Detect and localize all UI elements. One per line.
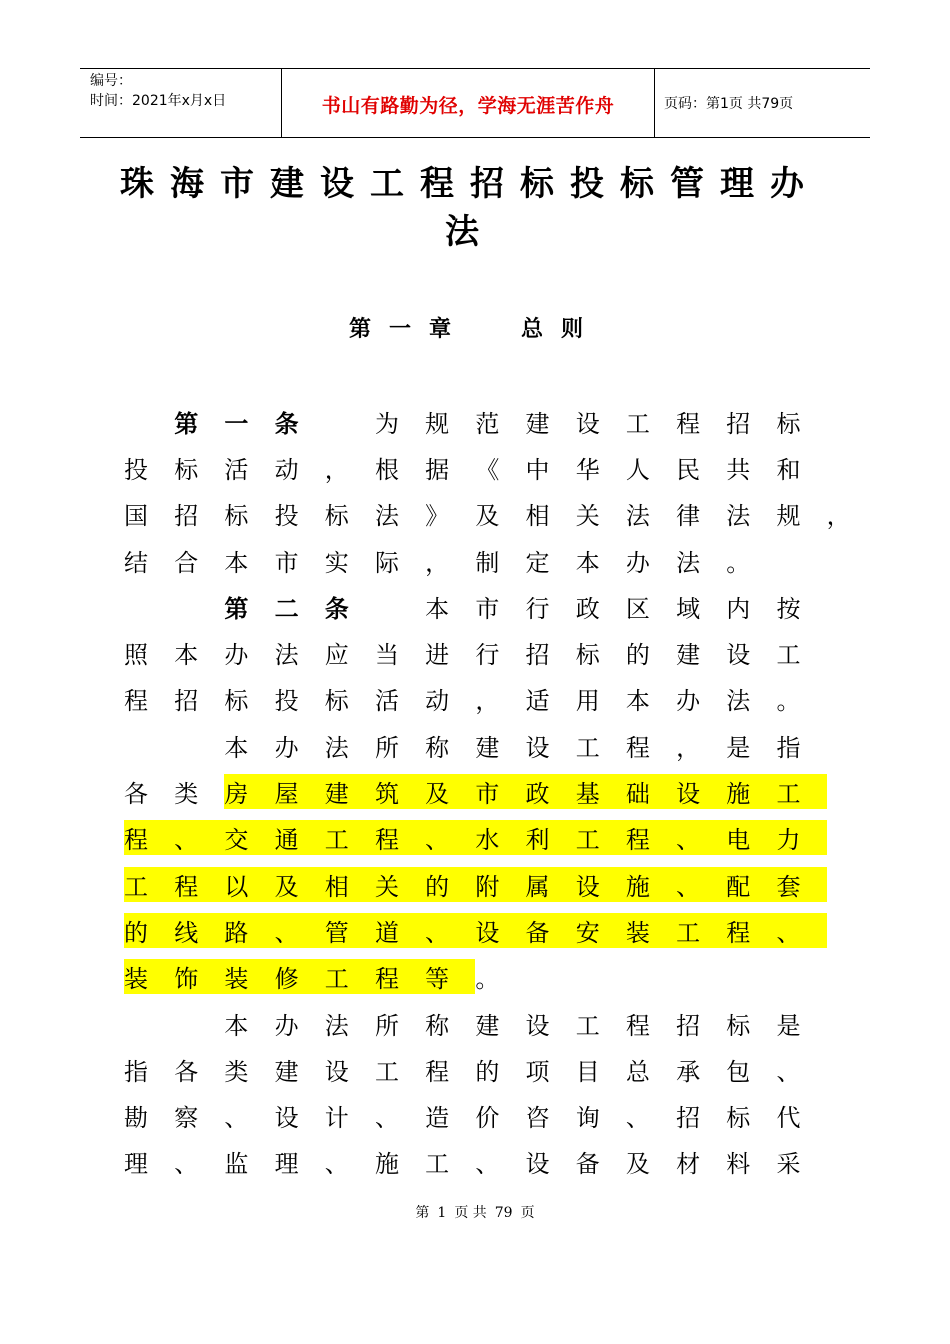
footer-total: 79	[494, 1205, 513, 1221]
char: 实	[324, 548, 349, 577]
char: 饰	[174, 959, 224, 994]
char: 所	[374, 1011, 399, 1040]
footer-prefix: 第	[415, 1205, 430, 1221]
text-line	[124, 491, 851, 537]
char: 本	[224, 733, 249, 762]
char: 咨	[525, 1104, 550, 1133]
char: 附	[475, 867, 525, 902]
text-line	[124, 676, 844, 722]
char: 设	[525, 1011, 550, 1040]
char: 政	[575, 594, 600, 623]
char: 的	[124, 913, 174, 948]
char: 。	[475, 965, 500, 994]
char: 相	[325, 867, 375, 902]
char: 、	[374, 1104, 399, 1133]
char: 通	[275, 820, 325, 855]
char: 程	[375, 959, 425, 994]
char: 法	[726, 502, 751, 531]
char: 标	[174, 455, 199, 484]
char: 的	[625, 641, 650, 670]
text-line	[124, 1092, 844, 1138]
char: 据	[425, 455, 450, 484]
char: 标	[224, 502, 249, 531]
char: 投	[274, 502, 299, 531]
header-meta	[90, 71, 226, 111]
char: 及	[425, 774, 475, 809]
char: 设	[575, 409, 600, 438]
text-line	[124, 722, 844, 768]
char: 、	[625, 1104, 650, 1133]
char: 结	[124, 548, 148, 577]
char: 代	[776, 1104, 801, 1133]
char: 工	[425, 1150, 450, 1179]
char: 法	[274, 641, 299, 670]
char: 力	[776, 820, 826, 855]
footer-page: 1	[437, 1205, 447, 1221]
char: 工	[575, 1011, 600, 1040]
char: 标	[726, 1011, 751, 1040]
char: 招	[174, 687, 199, 716]
chapter-heading	[0, 312, 950, 343]
char: 民	[676, 455, 701, 484]
char: 规	[776, 502, 801, 531]
char: 称	[425, 733, 450, 762]
char: 招	[676, 1011, 701, 1040]
text-line	[124, 629, 844, 675]
char: 线	[174, 913, 224, 948]
char: 基	[576, 774, 626, 809]
char: 筑	[375, 774, 425, 809]
char: 条	[274, 408, 299, 438]
char: 础	[626, 774, 676, 809]
char: 工	[325, 959, 375, 994]
char: 办	[224, 641, 249, 670]
char: 、	[676, 820, 726, 855]
char: 设	[525, 733, 550, 762]
char: 工	[575, 733, 600, 762]
char: 应	[324, 641, 349, 670]
char: 程	[124, 820, 174, 855]
char: 建	[475, 733, 500, 762]
char: 管	[325, 913, 375, 948]
char: 设	[726, 641, 751, 670]
char: 询	[575, 1104, 600, 1133]
text-line	[124, 1046, 844, 1092]
char: 本	[575, 548, 600, 577]
char: 工	[576, 820, 626, 855]
char: 建	[525, 409, 550, 438]
char: 、	[174, 820, 224, 855]
chapter-number: 第一章	[348, 316, 469, 342]
char: 包	[726, 1057, 751, 1086]
char: 标	[575, 641, 600, 670]
header-table	[80, 68, 870, 138]
char: 及	[475, 502, 500, 531]
title-line-1: 珠海市建设工程招标投标管理办	[120, 164, 820, 204]
char: 工	[776, 641, 801, 670]
char: 设	[324, 1057, 349, 1086]
char: 政	[526, 774, 576, 809]
char: 安	[576, 913, 626, 948]
char: 。	[726, 548, 751, 577]
char: 活	[374, 687, 399, 716]
char: 屋	[275, 774, 325, 809]
char: 、	[776, 913, 826, 948]
char: 建	[325, 774, 375, 809]
char: 适	[525, 687, 550, 716]
char: 项	[525, 1057, 550, 1086]
char: 修	[275, 959, 325, 994]
char: 标	[224, 687, 249, 716]
char: 根	[374, 455, 399, 484]
text-line	[124, 444, 844, 490]
char: 华	[575, 455, 600, 484]
char: 等	[425, 959, 475, 994]
char: 投	[274, 687, 299, 716]
char: 市	[475, 774, 525, 809]
header-divider	[654, 69, 655, 137]
footer-suffix: 页	[520, 1205, 535, 1221]
char: 目	[575, 1057, 600, 1086]
char: 一	[224, 408, 249, 438]
char: 路	[224, 913, 274, 948]
text-line	[124, 861, 844, 907]
char: 料	[726, 1150, 751, 1179]
char: 动	[425, 687, 450, 716]
char: 共	[726, 455, 751, 484]
char: 第	[224, 593, 249, 623]
char: ，	[475, 687, 500, 716]
char: 指	[124, 1057, 148, 1086]
char: 市	[274, 548, 299, 577]
char: 规	[425, 409, 450, 438]
char: 标	[324, 502, 349, 531]
char: 内	[726, 594, 751, 623]
char: 采	[776, 1150, 801, 1179]
char: 计	[324, 1104, 349, 1133]
char: 本	[224, 1011, 249, 1040]
text-line	[124, 954, 844, 1000]
char: 用	[575, 687, 600, 716]
char: ，	[425, 548, 450, 577]
char: 设	[676, 774, 726, 809]
char: 房	[224, 774, 274, 809]
char: 装	[224, 959, 274, 994]
char: 法	[324, 733, 349, 762]
char: 国	[124, 502, 148, 531]
text-line	[124, 398, 844, 444]
char: 进	[425, 641, 450, 670]
char: 电	[726, 820, 776, 855]
char: 招	[525, 641, 550, 670]
char: 装	[124, 959, 174, 994]
char: 定	[525, 548, 550, 577]
char: 程	[124, 687, 148, 716]
char: 程	[626, 820, 676, 855]
char: 设	[525, 1150, 550, 1179]
char: 装	[626, 913, 676, 948]
char: 本	[425, 594, 450, 623]
char: 域	[676, 594, 701, 623]
char: 工	[325, 820, 375, 855]
char: 类	[174, 780, 199, 809]
chapter-name: 总则	[521, 316, 602, 342]
char: 、	[475, 1150, 500, 1179]
char: 、	[174, 1150, 199, 1179]
text-line	[124, 815, 844, 861]
char: 程	[625, 733, 650, 762]
time-label: 时间：2021年x月x日	[90, 93, 227, 109]
page-label: 页码：第1页 共79页	[664, 96, 794, 112]
char: 各	[174, 1057, 199, 1086]
char: 理	[124, 1150, 148, 1179]
char: 制	[475, 548, 500, 577]
char: 律	[676, 502, 701, 531]
char: 工	[676, 913, 726, 948]
char: 行	[475, 641, 500, 670]
char: 的	[475, 1057, 500, 1086]
char: 和	[776, 455, 801, 484]
char: 标	[726, 1104, 751, 1133]
char: 程	[676, 409, 701, 438]
char: 、	[275, 913, 325, 948]
char: 办	[676, 687, 701, 716]
char: 招	[676, 1104, 701, 1133]
char: 为	[374, 409, 399, 438]
char: 、	[324, 1150, 349, 1179]
text-line	[124, 907, 844, 953]
char: 第	[174, 408, 199, 438]
char: 工	[625, 409, 650, 438]
char: 法	[726, 687, 751, 716]
char: 本	[224, 548, 249, 577]
document-title	[120, 160, 820, 256]
char: 理	[274, 1150, 299, 1179]
char: 办	[274, 733, 299, 762]
char: 中	[525, 455, 550, 484]
char: 建	[676, 641, 701, 670]
text-line	[124, 768, 844, 814]
char: 建	[274, 1057, 299, 1086]
char: ，	[826, 502, 851, 531]
char: 道	[375, 913, 425, 948]
text-line	[124, 1000, 844, 1046]
char: 际	[374, 548, 399, 577]
char: 法	[676, 548, 701, 577]
char: 程	[726, 913, 776, 948]
char: 施	[374, 1150, 399, 1179]
char: 按	[776, 594, 801, 623]
title-line-2: 法	[445, 212, 495, 252]
char: 备	[575, 1150, 600, 1179]
char: 招	[726, 409, 751, 438]
char: 市	[475, 594, 500, 623]
char: 工	[776, 774, 826, 809]
motto: 书山有路勤为径，学海无涯苦作舟	[321, 95, 615, 117]
char: 察	[174, 1104, 199, 1133]
char: 监	[224, 1150, 249, 1179]
char: 程	[174, 867, 224, 902]
number-label: 编号：	[90, 73, 132, 89]
char: 行	[525, 594, 550, 623]
char: 关	[575, 502, 600, 531]
char: 当	[374, 641, 399, 670]
char: 设	[576, 867, 626, 902]
char: 勘	[124, 1104, 148, 1133]
char: ，	[324, 455, 349, 484]
char: 设	[475, 913, 525, 948]
char: 利	[526, 820, 576, 855]
char: 工	[124, 867, 174, 902]
char: 《	[475, 455, 500, 484]
char: 称	[425, 1011, 450, 1040]
body-text	[124, 398, 851, 1185]
char: 条	[324, 593, 349, 623]
char: 法	[324, 1011, 349, 1040]
char: 交	[224, 820, 274, 855]
char: 标	[776, 409, 801, 438]
char: 照	[124, 641, 148, 670]
char: 各	[124, 780, 148, 809]
char: 区	[625, 594, 650, 623]
char: 材	[676, 1150, 701, 1179]
char: 二	[274, 593, 299, 623]
char: 办	[625, 548, 650, 577]
char: 工	[374, 1057, 399, 1086]
char: 合	[174, 548, 199, 577]
char: 指	[776, 733, 801, 762]
char: 备	[526, 913, 576, 948]
char: 人	[625, 455, 650, 484]
char: 及	[275, 867, 325, 902]
char: 配	[726, 867, 776, 902]
char: 及	[625, 1150, 650, 1179]
char: 。	[776, 687, 801, 716]
char: 法	[625, 502, 650, 531]
char: 水	[475, 820, 525, 855]
char: 相	[525, 502, 550, 531]
footer-mid: 页 共	[454, 1205, 487, 1221]
char: 本	[174, 641, 199, 670]
char: 范	[475, 409, 500, 438]
char: 施	[726, 774, 776, 809]
char: 建	[475, 1011, 500, 1040]
char: 属	[526, 867, 576, 902]
char: 程	[625, 1011, 650, 1040]
char: 造	[425, 1104, 450, 1133]
char: 关	[375, 867, 425, 902]
char: 类	[224, 1057, 249, 1086]
char: 施	[626, 867, 676, 902]
char: 是	[776, 1011, 801, 1040]
text-line	[124, 537, 844, 583]
char: 总	[625, 1057, 650, 1086]
char: 标	[324, 687, 349, 716]
char: 程	[425, 1057, 450, 1086]
char: 动	[274, 455, 299, 484]
text-line	[124, 583, 844, 629]
char: 所	[374, 733, 399, 762]
char: 、	[676, 867, 726, 902]
char: 投	[124, 455, 148, 484]
char: 以	[224, 867, 274, 902]
char: 价	[475, 1104, 500, 1133]
char: 活	[224, 455, 249, 484]
char: ，	[676, 733, 701, 762]
char: 本	[625, 687, 650, 716]
char: 、	[224, 1104, 249, 1133]
char: 设	[274, 1104, 299, 1133]
char: 程	[375, 820, 425, 855]
char: 办	[274, 1011, 299, 1040]
char: 招	[174, 502, 199, 531]
text-line	[124, 1139, 844, 1185]
char: 套	[776, 867, 826, 902]
char: 、	[425, 820, 475, 855]
char: 承	[676, 1057, 701, 1086]
page-footer	[0, 1202, 950, 1222]
char: 、	[776, 1057, 801, 1086]
char: 》	[425, 502, 450, 531]
char: 的	[425, 867, 475, 902]
char: 是	[726, 733, 751, 762]
char: 法	[374, 502, 399, 531]
char: 、	[425, 913, 475, 948]
